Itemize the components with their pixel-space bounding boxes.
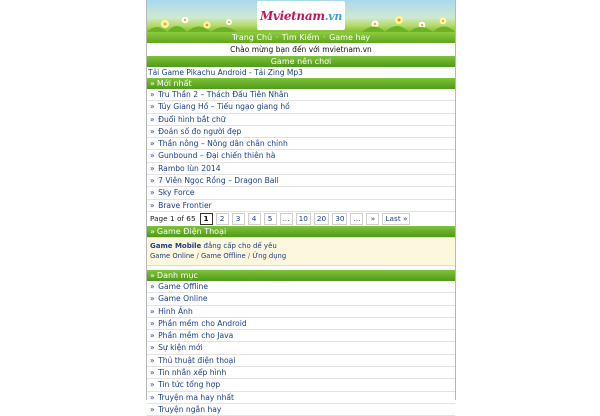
logo-text: Mvietnam.vn: [259, 8, 343, 23]
category-list-item[interactable]: [147, 355, 455, 367]
page-link[interactable]: 5: [264, 213, 277, 225]
newest-list-item-link[interactable]: Brave Frontier: [158, 200, 212, 210]
category-list-item-link[interactable]: Truyện ma hay nhất: [158, 392, 235, 402]
raquo-icon: »: [150, 281, 155, 291]
page-current: 1: [200, 213, 213, 225]
page-link[interactable]: 30: [332, 213, 347, 225]
raquo-icon: »: [150, 306, 155, 316]
raquo-icon: »: [150, 318, 155, 328]
link-separator: /: [247, 251, 251, 260]
newest-list-item-link[interactable]: Tru Thần 2 – Thách Đấu Tiên Nhân: [158, 90, 289, 99]
raquo-icon: »: [150, 90, 155, 99]
raquo-icon: »: [150, 200, 155, 210]
raquo-icon: »: [150, 139, 155, 149]
category-list-item-link[interactable]: Tin nhắn xếp hình: [158, 368, 227, 378]
newest-list-item[interactable]: [147, 187, 455, 199]
mobile-link-game-online[interactable]: Game Online: [150, 251, 195, 260]
mobile-promo-heading: [150, 241, 452, 251]
category-list-item-link[interactable]: Thủ thuật điện thoại: [158, 355, 236, 365]
arrow-right-icon: »: [150, 226, 155, 236]
raquo-icon: »: [150, 404, 155, 414]
top-navigation: [147, 32, 455, 43]
raquo-icon: »: [150, 102, 155, 112]
mobile-section-title: Game Điện Thoại: [156, 226, 227, 236]
newest-list-item[interactable]: [147, 114, 455, 126]
category-list-item-link[interactable]: Phần mềm cho Java: [158, 331, 234, 341]
nav-home-link[interactable]: Trang Chủ: [231, 33, 273, 42]
raquo-icon: »: [150, 188, 155, 198]
page-link[interactable]: ...: [350, 213, 363, 225]
raquo-icon: »: [150, 114, 155, 124]
category-list-item[interactable]: [147, 367, 455, 379]
category-list-item[interactable]: [147, 404, 455, 416]
newest-list-item-link[interactable]: Đoán số đo người đẹp: [158, 126, 242, 136]
categories-list: [147, 281, 455, 416]
category-list-item[interactable]: [147, 342, 455, 354]
category-list-item[interactable]: [147, 293, 455, 305]
newest-list-item[interactable]: [147, 175, 455, 187]
newest-list-item-link[interactable]: Thần nông – Nông dân chân chính: [158, 139, 288, 149]
pagination: [147, 212, 455, 226]
category-list-item-link[interactable]: Game Offline: [158, 281, 209, 291]
mobile-section-header: [147, 226, 455, 237]
raquo-icon: »: [150, 176, 155, 186]
raquo-icon: »: [150, 343, 155, 353]
arrow-right-icon: »: [150, 270, 155, 280]
category-list-item-link[interactable]: Hình Ảnh: [158, 306, 193, 316]
mobile-promo-bold-link[interactable]: Game Mobile: [150, 241, 202, 250]
newest-list-item[interactable]: [147, 163, 455, 175]
page-link[interactable]: 3: [232, 213, 245, 225]
raquo-icon: »: [150, 331, 155, 341]
newest-list-item[interactable]: [147, 200, 455, 212]
mobile-promo-tagline: đẳng cấp cho dế yêu: [203, 241, 277, 250]
newest-list-item[interactable]: [147, 89, 455, 101]
page-link[interactable]: ...: [280, 213, 293, 225]
page-link[interactable]: 2: [216, 213, 229, 225]
raquo-icon: »: [150, 126, 155, 136]
category-list-item[interactable]: [147, 379, 455, 391]
category-list-item[interactable]: [147, 306, 455, 318]
category-list-item-link[interactable]: Tin tức tổng hợp: [158, 380, 221, 390]
raquo-icon: »: [150, 163, 155, 173]
newest-section-title: Mới nhất: [156, 79, 192, 88]
categories-section-title: Danh mục: [156, 270, 198, 280]
newest-list-item-link[interactable]: 7 Viên Ngọc Rồng – Dragon Ball: [158, 176, 279, 186]
mobile-link-game-offline[interactable]: Game Offline: [200, 251, 246, 260]
page-container: [146, 0, 456, 414]
featured-marquee-link[interactable]: Tải Game Pikachu Android - Tải Zing Mp3: [148, 68, 303, 77]
link-separator: /: [196, 251, 199, 260]
welcome-message: Chào mừng bạn đến với mvietnam.vn: [147, 43, 455, 56]
raquo-icon: »: [150, 151, 155, 161]
nav-separator: ·: [275, 33, 279, 42]
category-list-item[interactable]: [147, 281, 455, 293]
category-list-item-link[interactable]: Phần mềm cho Android: [158, 318, 247, 328]
raquo-icon: »: [150, 294, 155, 304]
newest-list-item-link[interactable]: Đuổi hình bắt chữ: [158, 114, 226, 124]
category-list-item-link[interactable]: Sự kiện mới: [158, 343, 203, 353]
newest-list-item-link[interactable]: Sky Force: [158, 188, 195, 198]
newest-list-item[interactable]: [147, 126, 455, 138]
category-list-item[interactable]: [147, 318, 455, 330]
newest-list-item-link[interactable]: Túy Giang Hồ – Tiếu ngạo giang hồ: [158, 102, 290, 112]
site-logo[interactable]: [257, 1, 345, 30]
category-list-item[interactable]: [147, 330, 455, 342]
categories-section-header: [147, 270, 455, 281]
newest-list-item[interactable]: [147, 101, 455, 113]
raquo-icon: »: [150, 380, 155, 390]
category-list-item-link[interactable]: Truyện ngắn hay: [158, 404, 222, 414]
raquo-icon: »: [150, 355, 155, 365]
page-link[interactable]: 10: [296, 213, 311, 225]
page-link[interactable]: 4: [248, 213, 261, 225]
newest-list: [147, 89, 455, 212]
nav-separator: ·: [322, 33, 326, 42]
newest-list-item-link[interactable]: Rambo lùn 2014: [158, 163, 221, 173]
mobile-promo-box: [147, 237, 455, 266]
category-list-item-link[interactable]: Game Online: [158, 294, 208, 304]
page-link[interactable]: Last »: [382, 213, 410, 225]
raquo-icon: »: [150, 392, 155, 402]
newest-list-item[interactable]: [147, 150, 455, 162]
mobile-promo-links: [150, 251, 452, 261]
featured-section-title: Game nên chơi: [147, 56, 455, 67]
newest-list-item[interactable]: [147, 138, 455, 150]
page-link[interactable]: 20: [314, 213, 329, 225]
category-list-item[interactable]: [147, 392, 455, 404]
page-link[interactable]: »: [366, 213, 379, 225]
newest-list-item-link[interactable]: Gunbound – Đại chiến thiên hà: [158, 151, 276, 161]
site-header: [147, 0, 455, 32]
page-count-label: Page 1 of 65: [150, 214, 196, 224]
nav-game-hay-link[interactable]: Game hay: [329, 33, 371, 42]
mobile-link-ung-dung[interactable]: Ứng dụng: [252, 251, 287, 260]
raquo-icon: »: [150, 368, 155, 378]
arrow-right-icon: »: [150, 79, 155, 88]
newest-section-header: [147, 78, 455, 89]
nav-search-link[interactable]: Tìm Kiếm: [281, 33, 320, 42]
